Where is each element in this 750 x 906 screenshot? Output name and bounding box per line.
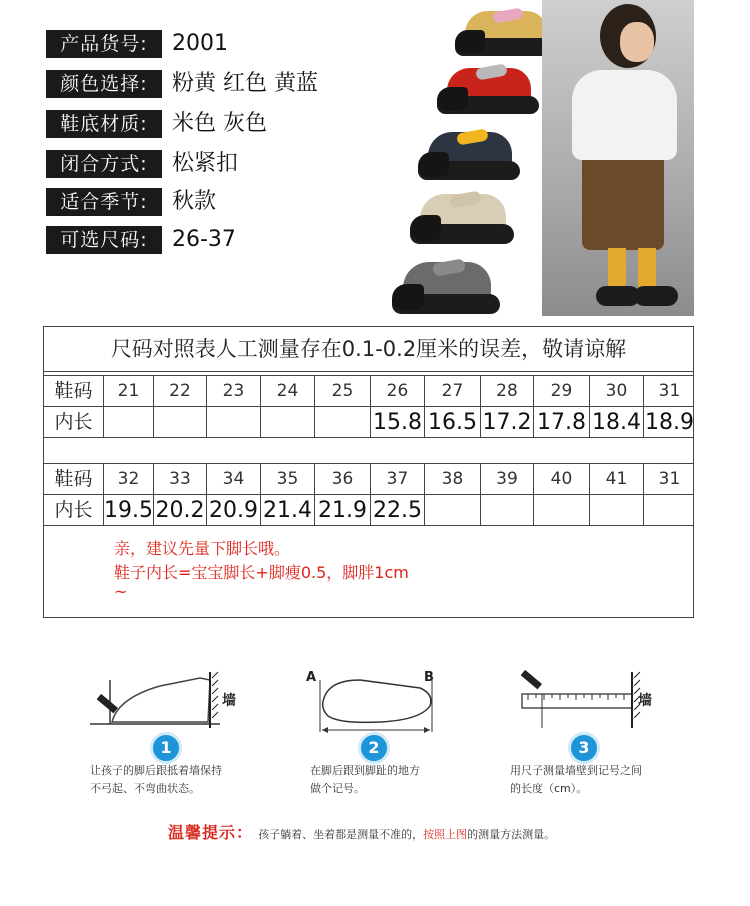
tip-text: 孩子躺着、坐着都是测量不准的， xyxy=(258,828,424,841)
shoe-size-cell: 35 xyxy=(261,464,315,494)
inner-length-cell xyxy=(590,495,644,525)
tip-label: 温馨提示： xyxy=(168,823,254,842)
step-number-badge: 3 xyxy=(568,732,600,764)
info-label: 产品货号: xyxy=(46,30,162,58)
shoe-size-cell: 21 xyxy=(104,376,154,406)
inner-length-cell: 22.5 xyxy=(371,495,425,525)
row-label-size: 鞋码 xyxy=(44,376,104,406)
info-label: 闭合方式: xyxy=(46,150,162,178)
inner-length-cell: 16.5 xyxy=(425,407,481,437)
inner-length-cell: 21.4 xyxy=(261,495,315,525)
shoe-size-cell: 25 xyxy=(315,376,371,406)
point-b-label: B xyxy=(424,670,434,685)
shoe-size-cell: 31 xyxy=(658,381,681,401)
shoe-size-cell: 31 xyxy=(658,469,681,489)
note-line: 鞋子内长=宝宝脚长+脚瘦0.5，脚胖1cm xyxy=(114,563,409,582)
inner-length-cell xyxy=(425,495,481,525)
size-table-1 xyxy=(44,375,694,435)
inner-length-cell: 17.2 xyxy=(481,407,534,437)
shoe-size-cell: 33 xyxy=(154,464,207,494)
inner-length-cell xyxy=(644,495,695,525)
inner-length-cell xyxy=(315,407,371,437)
step-2 xyxy=(306,650,506,820)
shoe-size-cell: 23 xyxy=(207,376,261,406)
shoe-size-cell: 41 xyxy=(590,464,644,494)
info-value: 松紧扣 xyxy=(172,151,239,176)
size-row xyxy=(44,376,693,407)
point-a-label: A xyxy=(306,670,317,685)
row-label-length: 内长 xyxy=(44,495,104,525)
shoe-size-cell: 24 xyxy=(261,376,315,406)
size-chart-title: 尺码对照表人工测量存在0.1-0.2厘米的误差，敬请谅解 xyxy=(44,327,693,372)
tip-emphasis: 按照上图 xyxy=(423,828,468,841)
size-row xyxy=(44,464,693,495)
note-line: 亲，建议先量下脚长哦。 xyxy=(114,539,291,558)
size-chart xyxy=(43,326,694,618)
step-text xyxy=(90,762,222,798)
shoe-image-grey xyxy=(392,254,500,314)
step-text xyxy=(510,762,642,798)
step-text-line: 在脚后跟到脚趾的地方 xyxy=(310,764,420,777)
step-text-line: 让孩子的脚后跟抵着墙保持 xyxy=(90,764,222,777)
row-label-length: 内长 xyxy=(44,407,104,437)
info-label: 颜色选择: xyxy=(46,70,162,98)
shoe-image-beige xyxy=(410,186,514,244)
photo-face xyxy=(620,22,654,62)
inner-length-cell xyxy=(534,495,590,525)
shoe-size-cell: 30 xyxy=(590,376,644,406)
size-table-2 xyxy=(44,463,693,523)
note-line: ~ xyxy=(114,582,128,601)
wall-label: 墙 xyxy=(638,693,652,709)
info-value: 26-37 xyxy=(172,227,236,252)
length-row xyxy=(44,407,693,438)
row-label-size: 鞋码 xyxy=(44,464,104,494)
step-1 xyxy=(90,650,290,820)
shoe-toe xyxy=(455,30,485,53)
shoe-size-cell: 22 xyxy=(154,376,207,406)
info-label: 鞋底材质: xyxy=(46,110,162,138)
info-value: 2001 xyxy=(172,31,228,56)
shoe-size-cell: 39 xyxy=(481,464,534,494)
info-value: 秋款 xyxy=(172,189,217,214)
inner-length-cell xyxy=(207,407,261,437)
step-number-badge: 2 xyxy=(358,732,390,764)
step-text-line: 用尺子测量墙壁到记号之间 xyxy=(510,764,642,777)
shoe-size-cell: 26 xyxy=(371,376,425,406)
step-text-line: 做个记号。 xyxy=(310,782,365,795)
photo-shoe xyxy=(634,286,678,306)
tip-text-end: 的测量方法测量。 xyxy=(467,828,556,841)
step-text xyxy=(310,762,420,798)
shoe-toe xyxy=(392,284,424,310)
inner-length-cell: 18.9 xyxy=(645,410,694,435)
shoe-image-yellow-pink xyxy=(455,4,555,56)
shoe-toe xyxy=(410,215,441,241)
shoe-toe xyxy=(418,152,449,177)
info-value: 粉黄 红色 黄蓝 xyxy=(172,71,318,96)
shoe-size-cell: 28 xyxy=(481,376,534,406)
shoe-size-cell: 27 xyxy=(425,376,481,406)
info-label: 适合季节: xyxy=(46,188,162,216)
inner-length-cell: 20.9 xyxy=(207,495,261,525)
inner-length-cell: 21.9 xyxy=(315,495,371,525)
child-model-photo xyxy=(542,0,694,316)
shoe-size-cell: 40 xyxy=(534,464,590,494)
length-row xyxy=(44,495,693,526)
inner-length-cell xyxy=(154,407,207,437)
warm-tip xyxy=(168,820,555,843)
shoe-size-cell: 36 xyxy=(315,464,371,494)
wall-label: 墙 xyxy=(222,693,236,709)
info-label: 可选尺码: xyxy=(46,226,162,254)
photo-shirt xyxy=(572,70,677,160)
inner-length-cell xyxy=(104,407,154,437)
info-value: 米色 灰色 xyxy=(172,111,267,136)
inner-length-cell: 17.8 xyxy=(534,407,590,437)
step-3 xyxy=(510,650,710,820)
step-number-badge: 1 xyxy=(150,732,182,764)
inner-length-cell xyxy=(481,495,534,525)
shoe-toe xyxy=(437,87,468,111)
shoe-size-cell: 29 xyxy=(534,376,590,406)
size-note xyxy=(114,537,409,599)
inner-length-cell: 15.8 xyxy=(371,407,425,437)
inner-length-cell xyxy=(261,407,315,437)
shoe-image-navy-yellow xyxy=(418,124,520,180)
step-text-line: 不弓起、不弯曲状态。 xyxy=(90,782,200,795)
shoe-size-cell: 38 xyxy=(425,464,481,494)
shoe-size-cell: 37 xyxy=(371,464,425,494)
shoe-size-cell: 32 xyxy=(104,464,154,494)
step-text-line: 的长度（cm）。 xyxy=(510,782,588,795)
inner-length-cell: 20.2 xyxy=(154,495,207,525)
inner-length-cell: 19.5 xyxy=(104,495,154,525)
shoe-size-cell: 34 xyxy=(207,464,261,494)
shoe-image-red xyxy=(437,60,539,114)
inner-length-cell: 18.4 xyxy=(590,407,644,437)
